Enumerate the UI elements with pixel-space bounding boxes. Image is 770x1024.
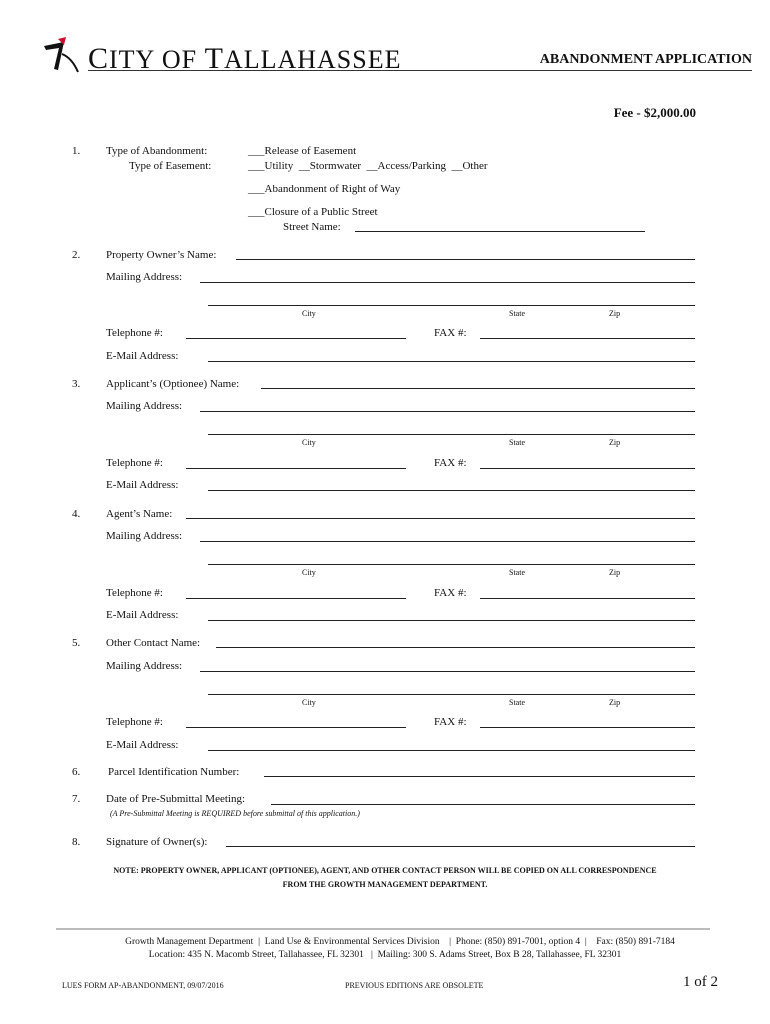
agent-name-field[interactable] (186, 518, 695, 519)
easement-type-options[interactable]: ___Utility __Stormwater __Access/Parking __Other (248, 160, 488, 172)
agent-state-caption: State (509, 568, 525, 577)
correspondence-note-line1: NOTE: PROPERTY OWNER, APPLICANT (OPTIONEE), AGENT, AND OTHER CONTACT PERSON WILL BE COPIED ON ALL CORRESPONDENCE (113, 866, 657, 875)
section-number-3: 3. (72, 378, 81, 390)
applicant-city-caption: City (302, 438, 316, 447)
section-number-4: 4. (72, 508, 81, 520)
applicant-telephone-field[interactable] (186, 468, 406, 469)
type-abandonment-label: Type of Abandonment: (106, 145, 208, 157)
form-id: LUES FORM AP-ABANDONMENT, 09/07/2016 (62, 981, 224, 990)
applicant-state-caption: State (509, 438, 525, 447)
logo-letter-c: C (88, 42, 110, 75)
page-number: 1 of 2 (683, 974, 718, 990)
owner-signature-field[interactable] (226, 846, 695, 847)
owner-city-caption: City (302, 309, 316, 318)
other-contact-name-field[interactable] (216, 647, 695, 648)
owner-city-state-zip-field[interactable] (208, 305, 695, 306)
owner-fax-label: FAX #: (434, 327, 467, 339)
agent-mailing-field[interactable] (200, 541, 695, 542)
owner-fax-field[interactable] (480, 338, 695, 339)
parcel-id-label: Parcel Identification Number: (108, 766, 240, 778)
agent-city-state-zip-field[interactable] (208, 564, 695, 565)
section-number-1: 1. (72, 145, 81, 157)
page-title: ABANDONMENT APPLICATION (539, 52, 752, 67)
presubmittal-date-field[interactable] (271, 804, 695, 805)
owner-email-field[interactable] (208, 361, 695, 362)
agent-telephone-field[interactable] (186, 598, 406, 599)
logo-word-tallahassee: ALLAHASSEE (223, 45, 402, 74)
other-contact-telephone-label: Telephone #: (106, 716, 163, 728)
applicant-fax-field[interactable] (480, 468, 695, 469)
section-number-7: 7. (72, 793, 81, 805)
presubmittal-note: (A Pre-Submittal Meeting is REQUIRED before submittal of this application.) (110, 809, 360, 818)
applicant-fax-label: FAX #: (434, 457, 467, 469)
other-contact-zip-caption: Zip (609, 698, 621, 707)
other-contact-fax-label: FAX #: (434, 716, 467, 728)
other-contact-telephone-field[interactable] (186, 727, 406, 728)
other-contact-email-field[interactable] (208, 750, 695, 751)
presubmittal-date-label: Date of Pre-Submittal Meeting: (106, 793, 245, 805)
other-contact-state-caption: State (509, 698, 525, 707)
agent-fax-label: FAX #: (434, 587, 467, 599)
owner-signature-label: Signature of Owner(s): (106, 836, 208, 848)
applicant-mailing-field[interactable] (200, 411, 695, 412)
logo-letter-t: T (204, 42, 224, 75)
other-contact-name-label: Other Contact Name: (106, 637, 201, 649)
abandonment-row-option[interactable]: ___Abandonment of Right of Way (248, 183, 401, 195)
applicant-name-label: Applicant’s (Optionee) Name: (106, 378, 240, 390)
agent-mailing-label: Mailing Address: (106, 530, 183, 542)
footer-contact-line: Growth Management Department | Land Use & Environmental Services Division | Phone: (850) 891-7001, option 4 | Fax: (850) 891-7184 (125, 937, 675, 947)
agent-city-caption: City (302, 568, 316, 577)
street-name-label: Street Name: (283, 221, 341, 233)
header-divider (88, 70, 752, 71)
agent-fax-field[interactable] (480, 598, 695, 599)
other-contact-fax-field[interactable] (480, 727, 695, 728)
owner-mailing-label: Mailing Address: (106, 271, 183, 283)
type-easement-label: Type of Easement: (129, 160, 212, 172)
applicant-zip-caption: Zip (609, 438, 621, 447)
owner-email-label: E-Mail Address: (106, 350, 179, 362)
logo-mark-icon (40, 36, 84, 76)
agent-email-field[interactable] (208, 620, 695, 621)
owner-name-label: Property Owner’s Name: (106, 249, 217, 261)
parcel-id-field[interactable] (264, 776, 695, 777)
section-number-5: 5. (72, 637, 81, 649)
applicant-name-field[interactable] (261, 388, 695, 389)
section-number-2: 2. (72, 249, 81, 261)
owner-zip-caption: Zip (609, 309, 621, 318)
applicant-telephone-label: Telephone #: (106, 457, 163, 469)
release-easement-option[interactable]: ___Release of Easement (248, 145, 357, 157)
owner-mailing-field[interactable] (200, 282, 695, 283)
footer-address-line: Location: 435 N. Macomb Street, Tallahassee, FL 32301 | Mailing: 300 S. Adams Street, Box B 28, Tallahassee, FL 32301 (148, 950, 622, 960)
applicant-mailing-label: Mailing Address: (106, 400, 183, 412)
owner-name-field[interactable] (236, 259, 695, 260)
agent-email-label: E-Mail Address: (106, 609, 179, 621)
agent-zip-caption: Zip (609, 568, 621, 577)
correspondence-note-line2: FROM THE GROWTH MANAGEMENT DEPARTMENT. (282, 880, 488, 889)
street-name-field[interactable] (355, 231, 645, 232)
owner-telephone-field[interactable] (186, 338, 406, 339)
applicant-email-field[interactable] (208, 490, 695, 491)
fee-amount: Fee - $2,000.00 (613, 105, 696, 120)
other-contact-email-label: E-Mail Address: (106, 739, 179, 751)
other-contact-mailing-field[interactable] (200, 671, 695, 672)
footer-divider (56, 928, 710, 930)
logo-word-city-of: ITY OF (109, 45, 205, 74)
other-contact-city-state-zip-field[interactable] (208, 694, 695, 695)
closure-street-option[interactable]: ___Closure of a Public Street (248, 206, 378, 218)
applicant-email-label: E-Mail Address: (106, 479, 179, 491)
applicant-city-state-zip-field[interactable] (208, 434, 695, 435)
obsolete-notice: PREVIOUS EDITIONS ARE OBSOLETE (345, 981, 484, 990)
agent-telephone-label: Telephone #: (106, 587, 163, 599)
owner-telephone-label: Telephone #: (106, 327, 163, 339)
section-number-6: 6. (72, 766, 81, 778)
other-contact-mailing-label: Mailing Address: (106, 660, 183, 672)
other-contact-city-caption: City (302, 698, 316, 707)
section-number-8: 8. (72, 836, 81, 848)
owner-state-caption: State (509, 309, 525, 318)
agent-name-label: Agent’s Name: (106, 508, 173, 520)
